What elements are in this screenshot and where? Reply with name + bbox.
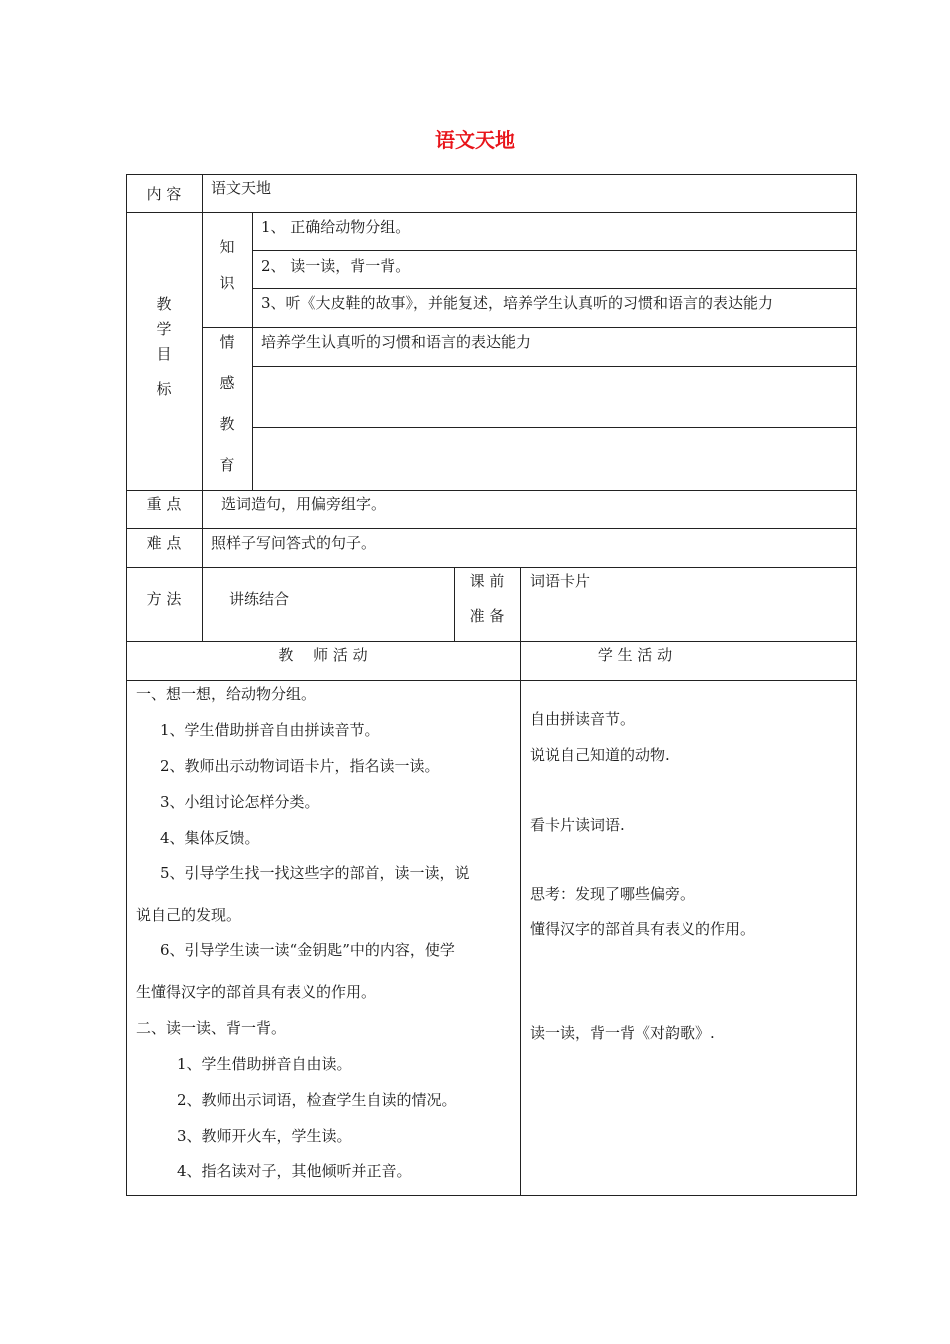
prep-label-2: 准 备 xyxy=(469,607,505,625)
teacher-line: 1、学生借助拼音自由拼读音节。 xyxy=(160,721,380,739)
teacher-line: 3、教师开火车，学生读。 xyxy=(177,1127,352,1145)
student-line: 懂得汉字的部首具有表义的作用。 xyxy=(530,920,756,938)
focus-label: 重 点 xyxy=(146,495,182,513)
focus-value: 选词造句，用偏旁组字。 xyxy=(221,495,387,513)
emotion-label: 情 感 教 育 xyxy=(219,333,235,474)
student-line: 自由拼读音节。 xyxy=(530,710,636,728)
teacher-line: 二、读一读、背一背。 xyxy=(136,1019,287,1037)
knowledge-label: 知 识 xyxy=(219,238,235,292)
teacher-line: 2、教师出示动物词语卡片，指名读一读。 xyxy=(160,757,440,775)
student-line: 思考：发现了哪些偏旁。 xyxy=(530,885,696,903)
prep-label-1: 课 前 xyxy=(469,572,505,590)
teacher-line: 3、小组讨论怎样分类。 xyxy=(160,793,320,811)
prep-value: 词语卡片 xyxy=(530,572,591,590)
content-label: 内 容 xyxy=(146,185,182,203)
method-value: 讲练结合 xyxy=(229,590,290,608)
emotion-value: 培养学生认真听的习惯和语言的表达能力 xyxy=(261,333,532,351)
content-value: 语文天地 xyxy=(211,179,272,197)
teacher-line: 4、集体反馈。 xyxy=(160,829,260,847)
teacher-line: 5、引导学生找一找这些字的部首，读一读，说 xyxy=(160,864,470,882)
difficulty-value: 照样子写问答式的句子。 xyxy=(211,534,377,552)
teacher-line: 6、引导学生读一读“金钥匙”中的内容，使学 xyxy=(160,941,455,959)
knowledge-item-3: 3、听《大皮鞋的故事》，并能复述，培养学生认真听的习惯和语言的表达能力 xyxy=(261,294,774,312)
teacher-line: 2、教师出示词语，检查学生自读的情况。 xyxy=(177,1091,457,1109)
knowledge-item-2: 2、 读一读，背一背。 xyxy=(261,257,411,275)
student-line: 看卡片读词语. xyxy=(530,816,625,834)
method-label: 方 法 xyxy=(146,590,182,608)
page-title: 语文天地 xyxy=(435,128,515,152)
teacher-line: 4、指名读对子，其他倾听并正音。 xyxy=(177,1162,412,1180)
teacher-activity-header: 教 师 活 动 xyxy=(278,646,368,664)
student-line: 说说自己知道的动物. xyxy=(530,746,670,764)
goals-label: 教 学 目 标 xyxy=(156,295,172,398)
difficulty-label: 难 点 xyxy=(146,534,182,552)
student-activity-header: 学 生 活 动 xyxy=(597,646,673,664)
knowledge-item-1: 1、 正确给动物分组。 xyxy=(261,218,411,236)
teacher-line: 生懂得汉字的部首具有表义的作用。 xyxy=(136,983,377,1001)
teacher-line: 1、学生借助拼音自由读。 xyxy=(177,1055,352,1073)
teacher-line: 一、想一想，给动物分组。 xyxy=(136,685,317,703)
student-line: 读一读，背一背《对韵歌》. xyxy=(530,1024,715,1042)
teacher-line: 说自己的发现。 xyxy=(136,906,242,924)
